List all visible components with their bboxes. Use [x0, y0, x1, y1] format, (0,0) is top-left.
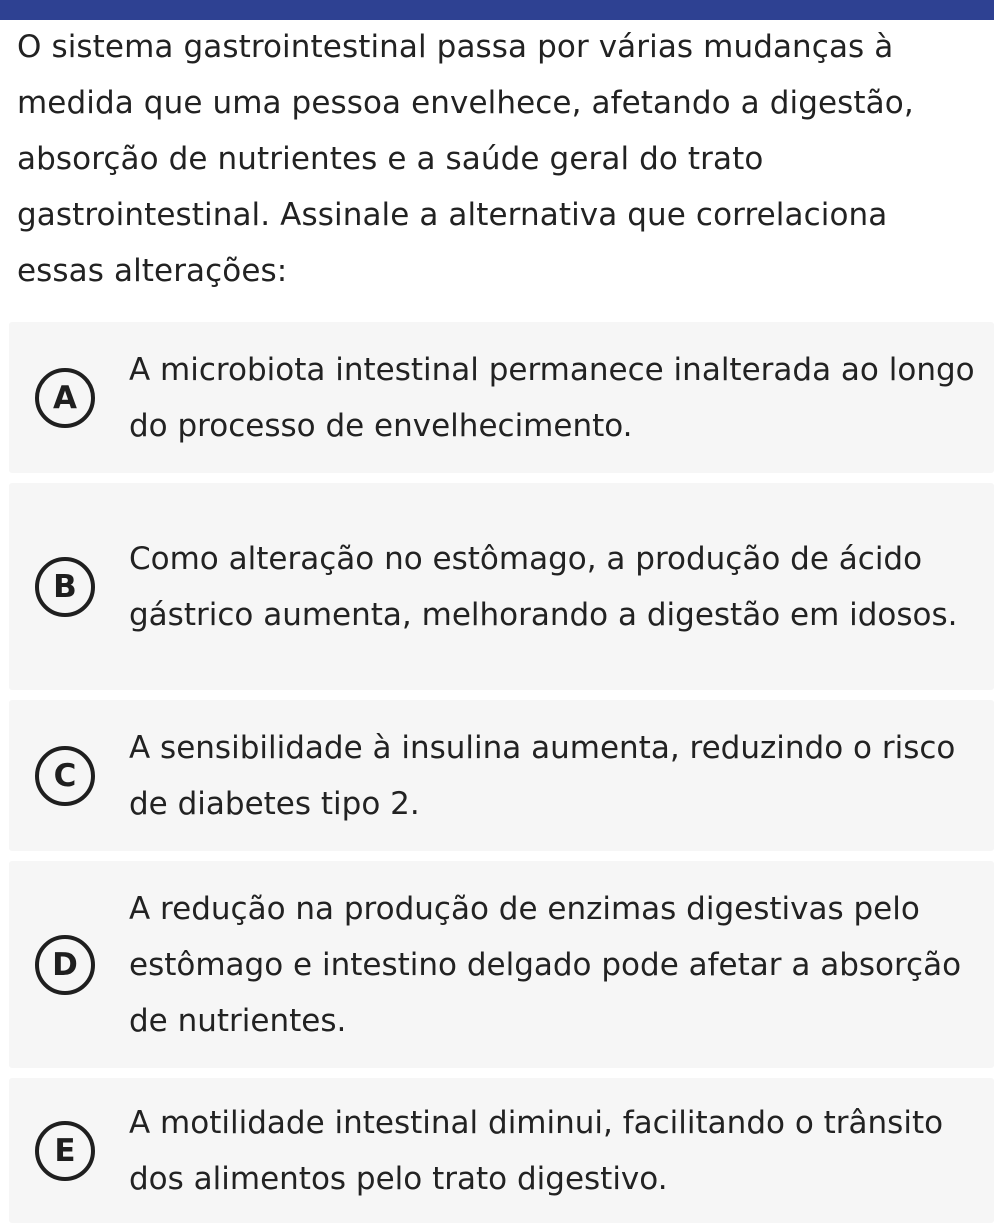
answer-options: [9, 322, 994, 1223]
option-text: A microbiota intestinal permanece inalterada ao longo do processo de envelhecimento.: [129, 351, 975, 444]
top-bar: [0, 0, 994, 20]
option-letter-badge: B: [35, 557, 95, 617]
option-letter-badge: E: [35, 1121, 95, 1181]
option-text: A redução na produção de enzimas digestivas pelo estômago e intestino delgado pode afetar a absorção de nutrientes.: [129, 890, 962, 1039]
option-a[interactable]: [9, 322, 994, 473]
option-d[interactable]: [9, 861, 994, 1068]
option-letter-badge: C: [35, 746, 95, 806]
option-letter-badge: D: [35, 935, 95, 995]
question-text: O sistema gastrointestinal passa por várias mudanças à medida que uma pessoa envelhece, afetando a digestão, absorção de nutrientes e a saúde geral do trato gastrointestinal. Assinale a alternativa que correlaciona essas alterações:: [17, 29, 914, 289]
option-b[interactable]: [9, 483, 994, 690]
option-letter-badge: A: [35, 368, 95, 428]
option-c[interactable]: [9, 700, 994, 851]
option-text: Como alteração no estômago, a produção de ácido gástrico aumenta, melhorando a digestão em idosos.: [129, 540, 958, 633]
option-text: A motilidade intestinal diminui, facilitando o trânsito dos alimentos pelo trato digestivo.: [129, 1104, 944, 1197]
option-e[interactable]: [9, 1078, 994, 1223]
option-text: A sensibilidade à insulina aumenta, reduzindo o risco de diabetes tipo 2.: [129, 729, 956, 822]
